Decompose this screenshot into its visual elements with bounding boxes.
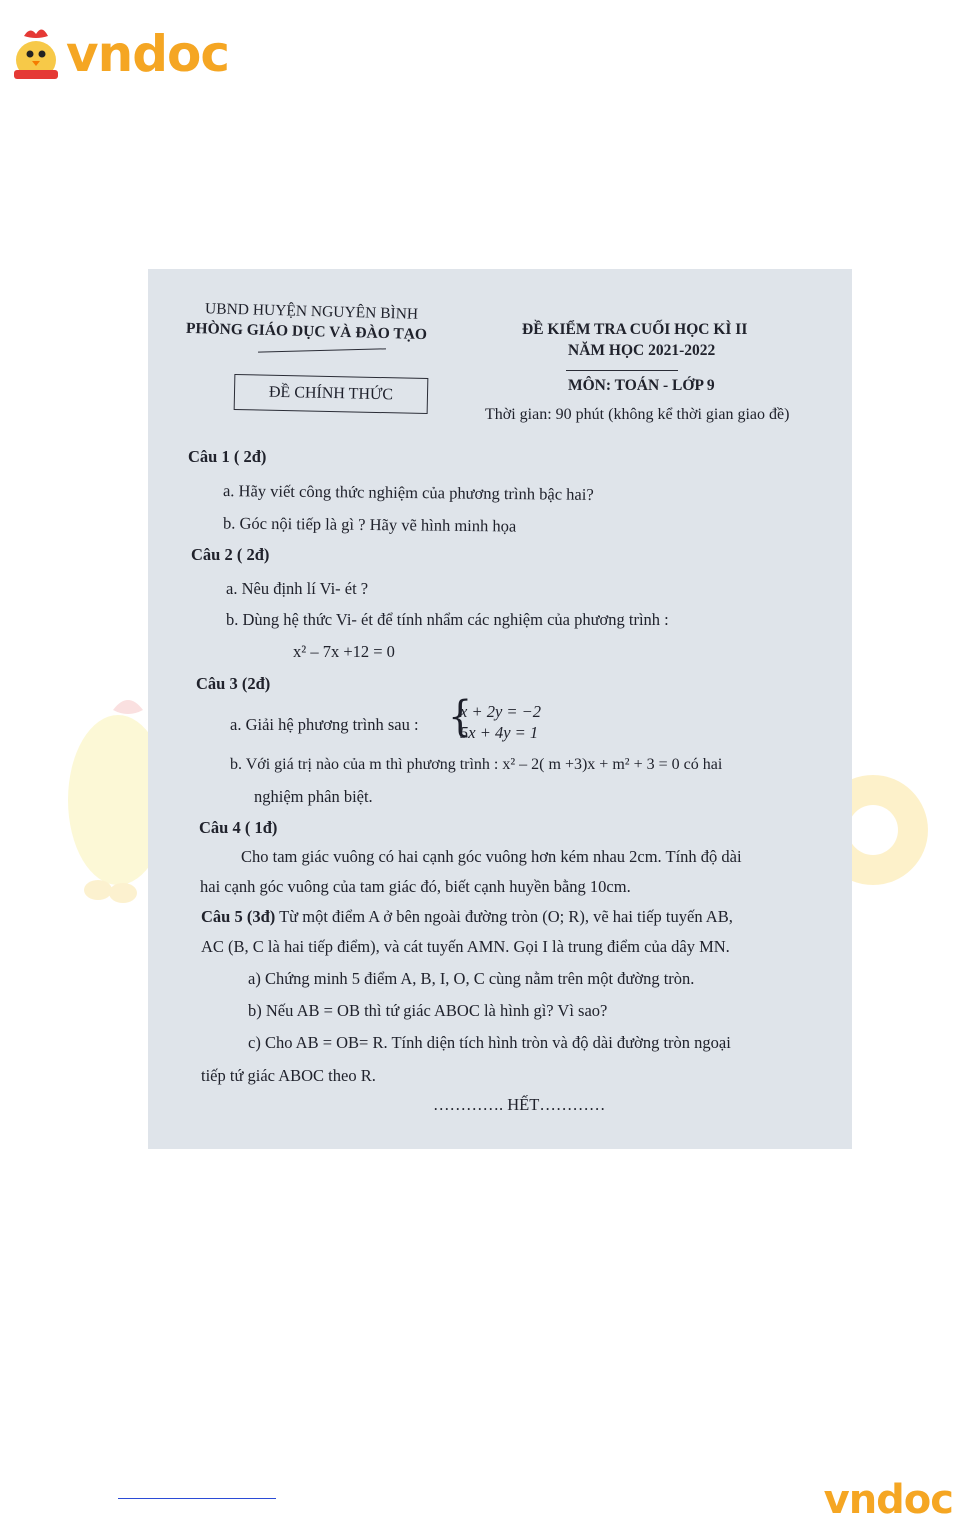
exam-title-line-1: ĐỀ KIỂM TRA CUỐI HỌC KÌ II: [522, 321, 748, 338]
q5-line-2: AC (B, C là hai tiếp điểm), và cát tuyến AMN. Gọi I là trung điểm của dây MN.: [201, 937, 730, 956]
footer-logo[interactable]: vndoc: [823, 1477, 953, 1523]
q5-c-cont: tiếp tứ giác ABOC theo R.: [201, 1066, 376, 1085]
q5-intro: [201, 907, 733, 927]
chick-mascot-icon: [10, 26, 62, 82]
q3-b: b. Với giá trị nào của m thì phương trình : x² – 2( m +3)x + m² + 3 = 0 có hai: [230, 756, 723, 773]
q5-b: b) Nếu AB = OB thì tứ giác ABOC là hình gì? Vì sao?: [248, 1001, 608, 1020]
q2-a: a. Nêu định lí Vi- ét ?: [226, 579, 369, 598]
vndoc-logo[interactable]: [10, 24, 229, 84]
q2-b: b. Dùng hệ thức Vi- ét để tính nhẩm các nghiệm của phương trình :: [226, 610, 669, 629]
q3-a: a. Giải hệ phương trình sau :: [230, 715, 419, 734]
q3-system-line-2: 5x + 4y = 1: [460, 723, 539, 742]
q4-line-2: hai cạnh góc vuông của tam giác đó, biết cạnh huyền bằng 10cm.: [200, 877, 631, 896]
exam-subject: MÔN: TOÁN - LỚP 9: [568, 377, 715, 394]
q2-title: Câu 2 ( 2đ): [191, 545, 270, 564]
title-underline: [566, 370, 678, 371]
logo-wordmark: vndoc: [66, 25, 229, 83]
q5-line-1: Từ một điểm A ở bên ngoài đường tròn (O; R), vẽ hai tiếp tuyến AB,: [275, 907, 733, 926]
q1-a: a. Hãy viết công thức nghiệm của phương trình bậc hai?: [222, 481, 594, 504]
official-label: ĐỀ CHÍNH THỨC: [268, 383, 394, 404]
end-marker: …………. HẾT…………: [433, 1095, 606, 1114]
exam-time: Thời gian: 90 phút (không kể thời gian giao đề): [485, 406, 790, 423]
q3-b-cont: nghiệm phân biệt.: [254, 787, 373, 806]
org-line-2: PHÒNG GIÁO DỤC VÀ ĐÀO TẠO: [185, 319, 428, 344]
system-brace: {: [448, 691, 473, 741]
footer-link-underline[interactable]: [118, 1498, 276, 1499]
q2-equation: x² – 7x +12 = 0: [293, 642, 395, 661]
q5-a: a) Chứng minh 5 điểm A, B, I, O, C cùng nằm trên một đường tròn.: [248, 969, 695, 988]
q1-b: b. Góc nội tiếp là gì ? Hãy vẽ hình minh họa: [222, 513, 517, 536]
org-underline: [258, 348, 386, 352]
q5-title: Câu 5 (3đ): [201, 907, 276, 926]
q5-c: c) Cho AB = OB= R. Tính diện tích hình tròn và độ dài đường tròn ngoại: [248, 1033, 731, 1052]
q1-title: Câu 1 ( 2đ): [188, 447, 267, 466]
exam-title-line-2: NĂM HỌC 2021-2022: [568, 342, 716, 359]
exam-paper-photo: [148, 269, 852, 1149]
q3-title: Câu 3 (2đ): [196, 674, 271, 693]
official-stamp-box: [234, 374, 429, 414]
q4-title: Câu 4 ( 1đ): [199, 818, 278, 837]
q3-system-line-1: x + 2y = −2: [460, 702, 542, 721]
org-line-1: UBND HUYỆN NGUYÊN BÌNH: [204, 300, 419, 323]
q4-line-1: Cho tam giác vuông có hai cạnh góc vuông hơn kém nhau 2cm. Tính độ dài: [241, 847, 742, 866]
